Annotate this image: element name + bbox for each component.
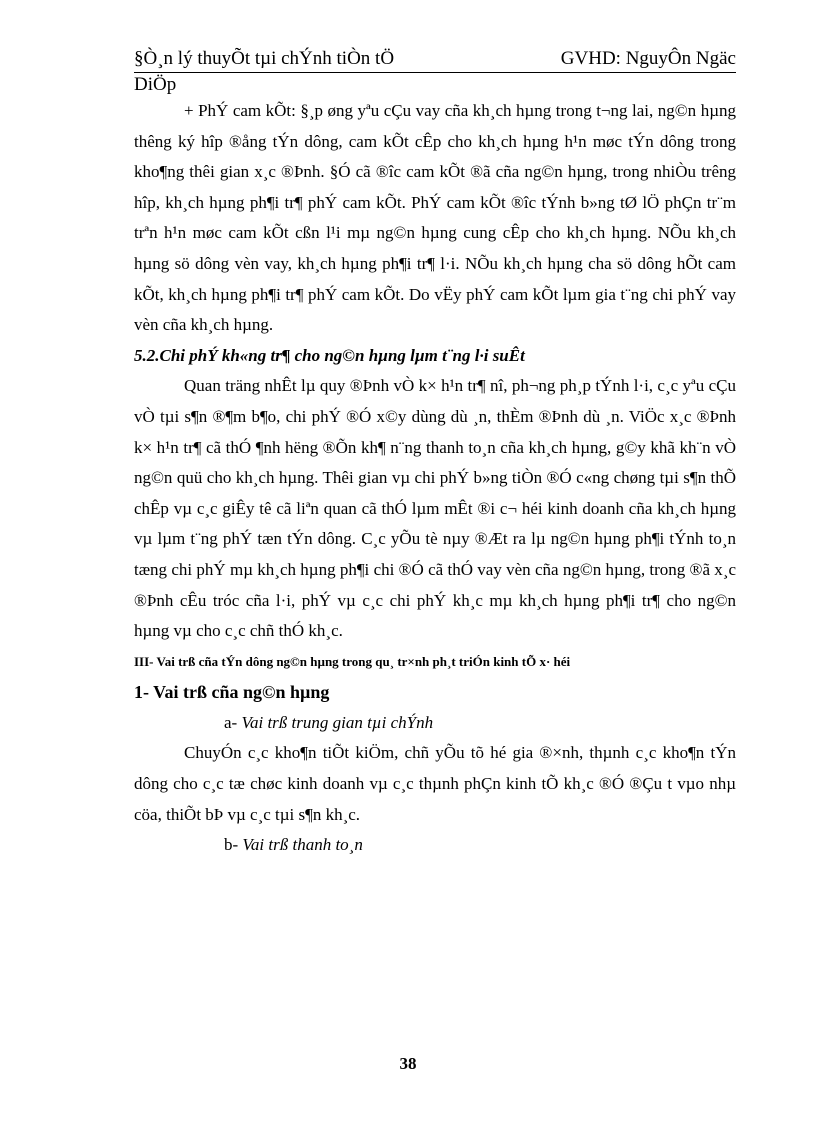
paragraph-non-bank-costs: Quan träng nhÊt lµ quy ®Þnh vÒ k× h¹n tr¶ nî, ph¬ng ph¸p tÝnh l·i, c¸c yªu cÇu vÒ tµi s¶n ®¶m b¶o, chi phÝ ®Ó x©y dùng dù ¸n, thÈm ®Þnh dù ¸n. ViÖc x¸c ®Þnh k× h¹n tr¶ cã thÓ ¶nh hëng ®Õn kh¶ n¨ng thanh to¸n cña kh¸ch hµng, g©y khã kh¨n vÒ ng©n quü cho kh¸ch hµng. Thêi gian vµ chi phÝ b»ng tiÒn ®Ó c«ng chøng tµi s¶n thÕ chÊp vµ c¸c giÊy tê cã liªn quan cã thÓ lµm mÊt ®i c¬ héi kinh doanh cña kh¸ch hµng vµ lµm t¨ng phÝ tæn tÝn dông. C¸c yÕu tè nµy ®Æt ra lµ ng©n hµng ph¶i tÝnh to¸n tæng chi phÝ mµ kh¸ch hµng ph¶i chi ®Ó cã thÓ vay vèn cña ng©n hµng, trong ®ã x¸c ®Þnh cÊu tróc cña l·i, phÝ vµ c¸c chi phÝ kh¸c mµ kh¸ch hµng ph¶i tr¶ cho ng©n hµng vµ cho c¸c chñ thÓ kh¸c.	[134, 376, 736, 641]
subheading-b	[134, 830, 736, 861]
section-heading-1: 1- Vai trß cña ng©n hµng	[134, 682, 330, 703]
subheading-a-text: Vai trß trung gian tµi chÝnh	[241, 712, 434, 732]
paragraph-commitment-fee: + PhÝ cam kÕt: §¸p øng yªu cÇu vay cña kh¸ch hµng trong t¬ng lai, ng©n hµng thêng ký hîp ®ång tÝn dông, cam kÕt cÊp cho kh¸ch hµng h¹n møc tÝn dông trong kho¶ng thêi gian x¸c ®Þnh. §Ó cã ®îc cam kÕt ®ã cña ng©n hµng, trong nhiÒu trêng hîp, kh¸ch hµng ph¶i tr¶ phÝ cam kÕt. PhÝ cam kÕt ®îc tÝnh b»ng tØ lÖ phÇn tr¨m trªn h¹n møc cam kÕt cßn l¹i mµ ng©n hµng cung cÊp cho kh¸ch hµng. NÕu kh¸ch hµng sö dông vèn vay, kh¸ch hµng ph¶i tr¶ l·i. NÕu kh¸ch hµng cha sö dông hÕt cam kÕt, kh¸ch hµng ph¶i tr¶ phÝ cam kÕt. Do vËy phÝ cam kÕt lµm gia t¨ng chi phÝ vay vèn cña kh¸ch hµng.	[134, 101, 736, 335]
header-title: §Ò¸n lý thuyÕt tµi chÝnh tiÒn tÖ	[134, 48, 395, 69]
header-supervisor-continuation: DiÖp	[134, 74, 177, 95]
subheading-b-prefix: b-	[224, 835, 243, 855]
section-heading-5-2: 5.2.Chi phÝ kh«ng tr¶ cho ng©n hµng lµm t¨ng l·i suÊt	[134, 345, 525, 365]
subheading-a	[134, 708, 736, 739]
subheading-a-prefix: a-	[224, 712, 242, 732]
subheading-b-text: Vai trß thanh to¸n	[242, 835, 363, 855]
section-heading-iii: III- Vai trß cña tÝn dông ng©n hµng trong qu¸ tr×nh ph¸t triÓn kinh tÕ x· héi	[134, 653, 571, 669]
page-number: 38	[399, 1054, 417, 1073]
header-supervisor: GVHD: NguyÔn Ngäc	[560, 48, 736, 69]
document-body	[134, 96, 736, 861]
paragraph-intermediary: ChuyÓn c¸c kho¶n tiÕt kiÖm, chñ yÕu tõ hé gia ®×nh, thµnh c¸c kho¶n tÝn dông cho c¸c tæ chøc kinh doanh vµ c¸c thµnh phÇn kinh tÕ kh¸c ®Ó ®Çu t vµo nhµ cöa, thiÕt bÞ vµ c¸c tµi s¶n kh¸c.	[134, 743, 736, 824]
page-header	[134, 48, 736, 73]
